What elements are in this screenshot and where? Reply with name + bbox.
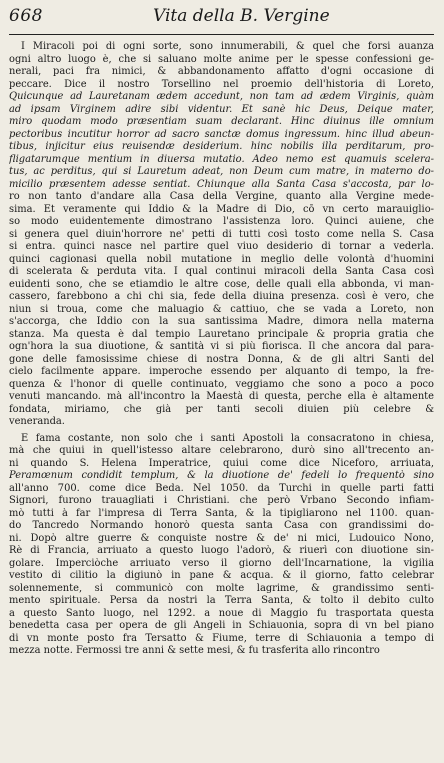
paragraph bbox=[9, 41, 434, 429]
text-line: Quicunque ad Lauretanam ædem accedunt, non tam ad ædem Virginis, quàm bbox=[9, 91, 434, 102]
text-line: mezza notte. Fermossi tre anni & sette mesi, & fu trasferita allo rincontro bbox=[9, 645, 380, 656]
paragraph bbox=[9, 433, 434, 658]
text-line: quenza & l'honor di quelle continuato, veggiamo che sono a poco a poco bbox=[9, 378, 434, 390]
running-title: Vita della B. Vergine bbox=[153, 6, 330, 26]
text-line: vestito di cilitio la digiunò in pane & acqua. & il giorno, fatto celebrar bbox=[9, 570, 434, 581]
text-line: golare. Imperciòche arriuato verso il giorno dell'Incarnatione, la vigilia bbox=[9, 557, 434, 569]
text-line: venuti mancando. mà all'incontro la Maestà di questa, perche ella è altamente bbox=[9, 391, 434, 402]
text-line: mò tutti à far l'impresa di Terra Santa, & la tipigliarono nel 1100. quan- bbox=[9, 507, 434, 519]
text-line: fligatarumque mentium in diuersa mutatio. Adeo nemo est quamuis scelera- bbox=[9, 153, 434, 165]
text-line: niun si troua, come che maluagio & cattiuo, che se vada a Loreto, non bbox=[9, 303, 434, 315]
text-line: quinci cagionasi quella nobil mutatione in meglio delle volontà d'huomini bbox=[9, 253, 434, 265]
text-line: I Miracoli poi di ogni sorte, sono innumerabili, & quel che forsi auanza bbox=[21, 41, 434, 52]
text-line: cielo facilmente appare. imperoche essendo per alquanto di tempo, la fre- bbox=[9, 366, 434, 377]
text-line: tus, ac perditus, qui si Lauretum adeat, non Deum cum matre, in materno do- bbox=[9, 166, 434, 177]
text-line: mento spirituale. Persa da nostri la Terra Santa, & tolto il debito culto bbox=[9, 595, 434, 606]
text-line: si genera quel diuin'horrore ne' petti di tutti così tosto come nella S. Casa bbox=[9, 228, 434, 240]
text-line: so modo euidentemente dimostrano l'assistenza loro. Quinci auiene, che bbox=[9, 216, 434, 227]
text-line: gone delle famosissime chiese di nostra Donna, & de gli altri Santi del bbox=[9, 353, 434, 365]
text-line: solennemente, si communicò con molte lagrime, & grandissimo senti- bbox=[9, 582, 434, 594]
text-line: stanza. Ma questa è dal tempio Lauretano principale & propria gratia che bbox=[9, 328, 434, 340]
text-line: di vn monte posto fra Tersatto & Fiume, terre di Schiauonia a tempo di bbox=[9, 632, 434, 644]
page-header bbox=[9, 4, 434, 35]
text-line: euidenti sono, che se etiamdio le altre cose, delle quali ella abbonda, vi man- bbox=[9, 278, 434, 290]
text-line: si entra. quinci nasce nel partire quel viuo desiderio di tornar a vederla. bbox=[9, 241, 434, 252]
text-line: ad ipsam Virginem adire sibi videntur. Et sanè hic Deus, Deique mater, bbox=[9, 103, 434, 115]
text-line: miro quodam modo præsentiam suam declarant. Hinc diuinus ille omnium bbox=[9, 116, 434, 127]
text-line: mà che quiui in quell'istesso altare celebrarono, durò sino all'trecento an- bbox=[9, 445, 434, 456]
page-number: 668 bbox=[9, 6, 43, 26]
text-line: a questo Santo luogo, nel 1292. a noue di Maggio fu trasportata questa bbox=[9, 607, 434, 619]
text-line: Signori, furono trauagliati i Christiani. che però Vrbano Secondo infiam- bbox=[9, 495, 434, 506]
text-line: s'accorga, che Iddio con la sua santissima Madre, dimora nella materna bbox=[9, 316, 434, 327]
text-line: do Tancredo Normando honorò questa santa Casa con grandissimi do- bbox=[9, 520, 434, 531]
text-line: ni. Dopò altre guerre & conquiste nostre & de' ni mici, Ludouico Nono, bbox=[9, 532, 434, 544]
text-line: sima. Et veramente qui Iddio & la Madre di Dio, cō vn certo marauiglio- bbox=[9, 203, 434, 215]
text-line: ogni altro luogo è, che si saluano molte anime per le spesse confessioni ge- bbox=[9, 53, 434, 65]
text-line: ogn'hora la sua diuotione, & santità vi si più fiorisca. Il che ancora dal para- bbox=[9, 341, 434, 352]
text-line: ni quando S. Helena Imperatrice, quiui come dice Niceforo, arriuata, bbox=[9, 457, 434, 469]
text-line: Rè di Francia, arriuato a questo luogo l'adorò, & riuerì con diuotione sin- bbox=[9, 545, 434, 556]
text-line: fondata, miriamo, che già per tanti secoli diuien più celebre & bbox=[9, 403, 434, 415]
text-line: peccare. Dice il nostro Torsellino nel proemio dell'historia di Loreto, bbox=[9, 78, 434, 90]
text-line: nerali, paci fra nimici, & abbandonamento affatto d'ogni occasione di bbox=[9, 66, 434, 77]
text-line: Peramœnum condidit templum, & la diuotione de' fedeli lo frequentò sino bbox=[9, 470, 434, 481]
text-line: di scelerata & perduta vita. I qual continui miracoli della Santa Casa così bbox=[9, 266, 434, 277]
text-line: veneranda. bbox=[9, 416, 65, 427]
text-line: cassero, farebbono a chi chi sia, fede della diuina presenza. così è vero, che bbox=[9, 291, 434, 302]
text-line: all'anno 700. come dice Beda. Nel 1050. da Turchi in quelle parti fatti bbox=[9, 482, 434, 494]
text-line: tibus, injicitur eius reuisendæ desiderium. hinc nobilis illa perditarum, pro- bbox=[9, 141, 434, 152]
text-line: micilio præsentem adesse sentiat. Chiunque alla Santa Casa s'accosta, par lo- bbox=[9, 178, 434, 190]
text-line: ro non tanto d'andare alla Casa della Vergine, quanto alla Vergine mede- bbox=[9, 191, 434, 202]
body-text bbox=[9, 41, 434, 658]
text-line: pectoribus incutitur horror ad sacro sanctæ domus ingressum. hinc illud abeun- bbox=[9, 128, 434, 140]
text-line: benedetta casa per opera de gli Angeli in Schiauonia, sopra di vn bel piano bbox=[9, 620, 434, 631]
text-line: E fama costante, non solo che i santi Apostoli la consacratono in chiesa, bbox=[21, 432, 434, 444]
